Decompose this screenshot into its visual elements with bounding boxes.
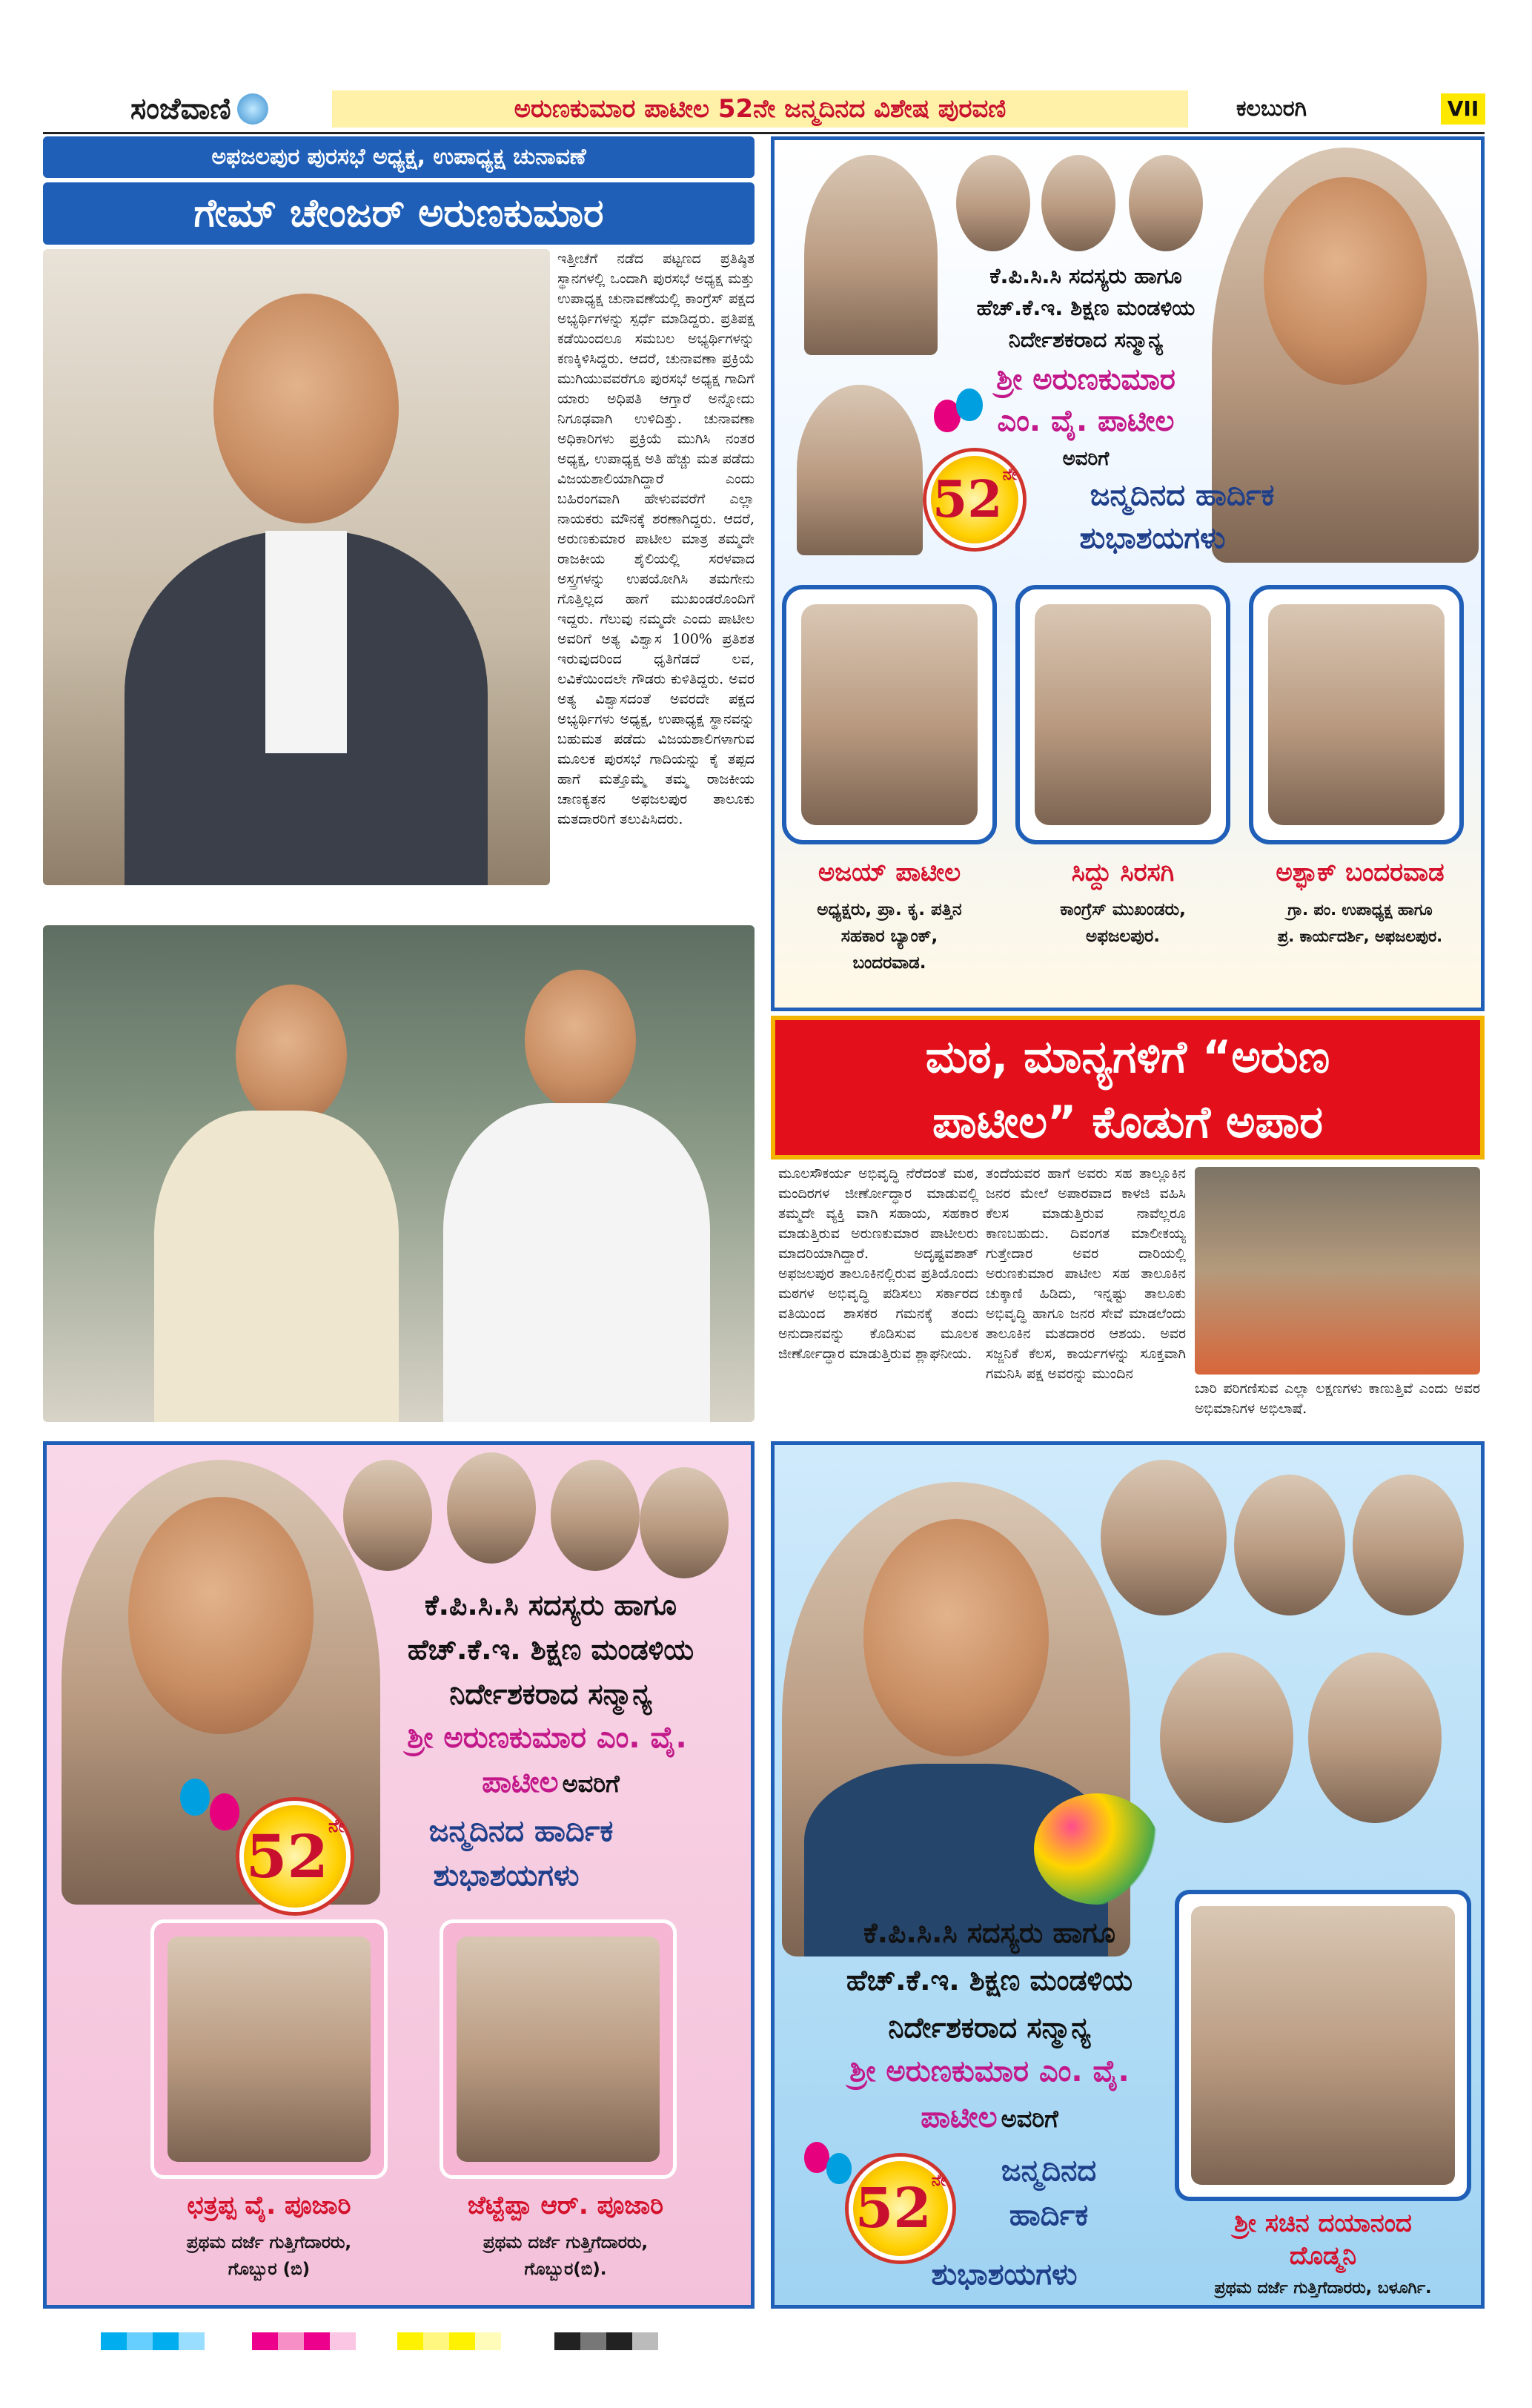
lead-kicker: ಅಫಜಲಪುರ ಪುರಸಭೆ ಅಧ್ಯಕ್ಷ, ಉಪಾಧ್ಯಕ್ಷ ಚುನಾವಣೆ xyxy=(43,136,755,178)
badge-number: 52 xyxy=(245,1822,329,1891)
ad-bl-leader-photo xyxy=(551,1460,640,1571)
ad-br-line1: ಕೆ.ಪಿ.ಸಿ.ಸಿ ಸದಸ್ಯರು ಹಾಗೂ xyxy=(863,1916,1115,1949)
ad-top-leader-photo-5 xyxy=(797,385,923,555)
ad-bl-line2: ಹೆಚ್.ಕೆ.ಇ. ಶಿಕ್ಷಣ ಮಂಡಳಿಯ xyxy=(407,1633,694,1666)
second-story-photo xyxy=(1195,1167,1480,1375)
wisher-photo-frame xyxy=(440,1919,677,2179)
balloon-icon xyxy=(956,388,983,421)
wisher-name: ಸಿದ್ದು ಸಿರಸಗಿ xyxy=(1071,858,1175,887)
second-story-col2: ತಂದೆಯವರ ಹಾಗೆ ಅವರು ಸಹ ತಾಲ್ಲೂಕಿನ ಜನರ ಮೇಲೆ ಅಪಾರವಾದ ಕಾಳಜಿ ವಹಿಸಿ ಕೆಲಸ ಮಾಡುತ್ತಿರುವ ನಾವೆಲ್ಲರೂ ಕಾಣಬಹುದು. ದಿವಂಗತ ಮಾಲೀಕಯ್ಯ ಗುತ್ತೇದಾರ ಅವರ ದಾರಿಯಲ್ಲಿ ಅರುಣಕುಮಾರ ಪಾಟೀಲ ಸಹ ತಾಲೂಕಿನ ಚುಕ್ಕಾಣಿ ಹಿಡಿದು, ಇನ್ನಷ್ಟು ತಾಲೂಕು ಅಭಿವೃದ್ಧಿ ಹಾಗೂ ಜನರ ಸೇವೆ ಮಾಡಲೆಂದು ತಾಲೂಕಿನ ಮತದಾರರ ಆಶಯ. ಅವರ ಸಜ್ಜನಿಕೆ ಕೆಲಸ, ಕಾರ್ಯಗಳನ್ನು ಸೂಕ್ತವಾಗಿ ಗಮನಿಸಿ ಪಕ್ಷ ಅವರನ್ನು ಮುಂದಿನ xyxy=(986,1165,1186,1382)
ad-br-line3: ನಿರ್ದೇಶಕರಾದ ಸನ್ಮಾನ್ಯ xyxy=(888,2011,1091,2044)
wisher-name: ಅಶ್ಫಾಕ್ ಬಂದರವಾಡ xyxy=(1276,858,1445,887)
ad-br-line5a: ಜನ್ಮದಿನದ xyxy=(1001,2154,1097,2188)
ad-br-line6: ಶುಭಾಶಯಗಳು xyxy=(931,2258,1078,2292)
ad-br-name1: ಶ್ರೀ ಅರುಣಕುಮಾರ ಎಂ. ವೈ. xyxy=(849,2054,1130,2088)
wisher-name: ಅಜಯ್ ಪಾಟೀಲ xyxy=(818,858,961,887)
balloon-icon xyxy=(180,1779,210,1816)
ad-br-birthday-face xyxy=(863,1519,1049,1756)
wisher-name: ಛತ್ರಪ್ಪ ವೈ. ಪೂಜಾರಿ xyxy=(187,2191,351,2220)
balloon-icon xyxy=(210,1793,239,1830)
lead-photo-face xyxy=(213,294,399,523)
logo-text: ಸಂಜೆವಾಣಿ xyxy=(130,92,231,126)
ad-top-line3: ನಿರ್ದೇಶಕರಾದ ಸನ್ಮಾನ್ಯ xyxy=(1008,327,1164,352)
badge-suffix: ನೇ xyxy=(1002,465,1018,484)
wisher-photo xyxy=(1191,1906,1455,2185)
ad-bl-line5: ಜನ್ಮದಿನದ ಹಾರ್ದಿಕ xyxy=(428,1814,614,1848)
ad-br-leader-photo xyxy=(1308,1653,1442,1823)
balloon-icon xyxy=(826,2153,852,2184)
wisher-role-line: ಬಂದರವಾಡ. xyxy=(852,953,926,973)
wisher-role-line: ಗೊಬ್ಬುರ (ಬಿ) xyxy=(228,2260,311,2279)
flower-bouquet-icon xyxy=(1034,1793,1160,1905)
ad-top-line6: ಶುಭಾಶಯಗಳು xyxy=(1079,521,1226,555)
ad-top-line2: ಹೆಚ್.ಕೆ.ಇ. ಶಿಕ್ಷಣ ಮಂಡಳಿಯ xyxy=(976,295,1196,320)
wisher-role-line: ಅಫಜಲಪುರ. xyxy=(1086,927,1160,946)
second-story-headline-line1: ಮಠ, ಮಾನ್ಯಗಳಿಗೆ “ಅರುಣ xyxy=(925,1031,1330,1083)
ad-top-leader-photo-2 xyxy=(956,155,1030,251)
badge-suffix: ನೇ xyxy=(328,1815,345,1836)
second-story-headline-line2: ಪಾಟೀಲ” ಕೊಡುಗೆ ಅಪಾರ xyxy=(932,1096,1323,1148)
handshake-person-right-face xyxy=(525,970,636,1111)
color-register-bar-magenta xyxy=(252,2332,356,2350)
page-number: VII xyxy=(1441,93,1485,125)
logo-emblem-icon xyxy=(237,93,268,125)
ad-top-leader-photo-1 xyxy=(804,155,938,355)
ad-bl-leader-photo xyxy=(640,1467,729,1578)
badge-number: 52 xyxy=(855,2177,932,2240)
wisher-name: ಶ್ರೀ ಸಚಿನ ದಯಾನಂದ xyxy=(1234,2209,1412,2238)
ad-top-line1: ಕೆ.ಪಿ.ಸಿ.ಸಿ ಸದಸ್ಯರು ಹಾಗೂ xyxy=(989,263,1182,288)
wisher-role-line: ಗ್ರಾ. ಪಂ. ಉಪಾಧ್ಯಕ್ಷ ಹಾಗೂ xyxy=(1287,901,1433,919)
ad-bottom-right xyxy=(771,1441,1485,2309)
ad-br-name2-row xyxy=(849,2100,1130,2143)
lead-body-text: ಇತ್ತೀಚೆಗೆ ನಡೆದ ಪಟ್ಟಣದ ಪ್ರತಿಷ್ಠಿತ ಸ್ಥಾನಗಳಲ್ಲಿ ಒಂದಾಗಿ ಪುರಸಭೆ ಅಧ್ಯಕ್ಷ ಮತ್ತು ಉಪಾಧ್ಯಕ್ಷ ಚುನಾವಣೆಯಲ್ಲಿ ಕಾಂಗ್ರೆಸ್ ಪಕ್ಷದ ಅಭ್ಯರ್ಥಿಗಳನ್ನು ಸ್ಪರ್ಧೆ ಮಾಡಿದ್ದರು. ಪ್ರತಿಪಕ್ಷ ಕಡೆಯಿಂದಲೂ ಸಮಬಲ ಅಭ್ಯರ್ಥಿಗಳನ್ನು ಕಣಕ್ಕಿಳಿಸಿದ್ದರು. ಆದರೆ, ಚುನಾವಣಾ ಪ್ರಕ್ರಿಯೆ ಮುಗಿಯುವವರೆಗೂ ಪುರಸಭೆ ಅಧ್ಯಕ್ಷ ಗಾದಿಗೆ ಯಾರು ಅಧಿಪತಿ ಆಗ್ತಾರೆ ಅನ್ನೋದು ನಿಗೂಢವಾಗಿ ಉಳಿದಿತ್ತು. ಚುನಾವಣಾ ಅಧಿಕಾರಿಗಳು ಪ್ರಕ್ರಿಯೆ ಮುಗಿಸಿ ನಂತರ ಅಧ್ಯಕ್ಷ, ಉಪಾಧ್ಯಕ್ಷ ಅತಿ ಹೆಚ್ಚು ಮತ ಪಡೆದು ವಿಜಯಶಾಲಿಯಾಗಿದ್ದಾರೆ ಎಂದು ಬಹಿರಂಗವಾಗಿ ಹೇಳುವವರೆಗೆ ಎಲ್ಲಾ ನಾಯಕರು ಮೌನಕ್ಕೆ ಶರಣಾಗಿದ್ದರು. ಆದರೆ, ಅರುಣಕುಮಾರ ಪಾಟೀಲ ಮಾತ್ರ ತಮ್ಮದೇ ರಾಜಕೀಯ ಶೈಲಿಯಲ್ಲಿ ಸರಳವಾದ ಅಸ್ತ್ರಗಳನ್ನು ಉಪಯೋಗಿಸಿ ತಮಗೇನು ಗೊತ್ತಿಲ್ಲದ ಹಾಗೆ ಮುಖಂಡರೊಂದಿಗೆ ಇದ್ದರು. ಗೆಲುವು ನಮ್ಮದೇ ಎಂದು ಪಾಟೀಲ ಅವರಿಗೆ ಅತ್ಯ ವಿಶ್ವಾಸ 100% ಪ್ರತಿಶತ ಇರುವುದರಿಂದ ಧೃತಿಗೆಡದೆ ಲವ, ಲವಿಕೆಯಿಂದಲೇ ಗೌಡರು ಕುಳಿತಿದ್ದರು. ಅವರ ಅತ್ಯ ವಿಶ್ವಾಸದಂತೆ ಅವರದೇ ಪಕ್ಷದ ಅಭ್ಯರ್ಥಿಗಳು ಅಧ್ಯಕ್ಷ, ಉಪಾಧ್ಯಕ್ಷ ಸ್ಥಾನವನ್ನು ಬಹುಮತ ಪಡೆದು ವಿಜಯಶಾಲಿಗಳಾಗುವ ಮೂಲಕ ಪುರಸಭೆ ಗಾದಿಯನ್ನು ಕೈ ತಪ್ಪದ ಹಾಗೆ ಮತ್ತೊಮ್ಮೆ ತಮ್ಮ ರಾಜಕೀಯ ಚಾಣಕ್ಯತನ ಅಫಜಲಪುರ ತಾಲೂಕು ಮತದಾರರಿಗೆ ತಲುಪಿಸಿದರು. xyxy=(557,251,755,827)
ad-bl-birthday-face xyxy=(128,1497,314,1734)
wisher-role-line: ಪ್ರಥಮ ದರ್ಜೆ ಗುತ್ತಿಗೆದಾರರು, xyxy=(483,2233,649,2252)
wisher-photo-frame xyxy=(1249,585,1464,844)
lead-photo-shirt xyxy=(265,531,347,753)
ad-bottom-left xyxy=(43,1441,755,2309)
wisher-photo-frame xyxy=(782,585,997,844)
wisher-photo-frame xyxy=(150,1919,388,2179)
ad-bl-name1: ಶ್ರೀ ಅರುಣಕುಮಾರ ಎಂ. ವೈ. xyxy=(407,1721,687,1755)
wisher-role-line: ಪ್ರಥಮ ದರ್ಜೆ ಗುತ್ತಿಗೆದಾರರು, xyxy=(186,2233,352,2252)
ad-bl-leader-photo xyxy=(447,1452,536,1564)
ad-br-leader-photo xyxy=(1101,1460,1227,1615)
city-name: ಕಲಬುರಗಿ xyxy=(1236,96,1307,122)
ad-top-leader-photo-3 xyxy=(1041,155,1115,251)
ad-br-leader-photo xyxy=(1234,1475,1345,1615)
badge-suffix: ನೇ xyxy=(931,2171,946,2190)
wisher-role-line: ಸಹಕಾರ ಬ್ಯಾಂಕ್, xyxy=(840,927,938,946)
masthead xyxy=(43,87,1485,130)
wisher-role-line: ಗೊಬ್ಬುರ(ಬಿ). xyxy=(524,2260,607,2279)
ad-bl-leader-photo xyxy=(343,1460,432,1571)
ad-top-line4: ಅವರಿಗೆ xyxy=(1062,448,1110,470)
badge-number: 52 xyxy=(932,470,1003,529)
ad-br-52-badge xyxy=(849,2157,952,2260)
ad-bl-line1: ಕೆ.ಪಿ.ಸಿ.ಸಿ ಸದಸ್ಯರು ಹಾಗೂ xyxy=(425,1589,677,1621)
masthead-rule xyxy=(43,132,1485,134)
ad-br-name2-suffix: ಅವರಿಗೆ xyxy=(1001,2105,1058,2133)
ad-br-leader-photo xyxy=(1353,1475,1464,1615)
ad-top-leader-photo-4 xyxy=(1129,155,1203,251)
second-story-col3: ಬಾರಿ ಪರಿಗಣಿಸುವ ಎಲ್ಲಾ ಲಕ್ಷಣಗಳು ಕಾಣುತ್ತಿವೆ ಎಂದು ಅವರ ಅಭಿಮಾನಿಗಳ ಅಭಿಲಾಷೆ. xyxy=(1195,1380,1480,1417)
ad-bl-name2-row xyxy=(417,1765,684,1807)
ad-br-line5b: ಹಾರ್ದಿಕ xyxy=(1009,2198,1089,2232)
handshake-person-right-shirt xyxy=(443,1103,710,1422)
ad-bl-line6: ಶುಭಾಶಯಗಳು xyxy=(433,1859,580,1893)
wisher-photo-frame xyxy=(1175,1890,1471,2201)
ad-br-name2: ಪಾಟೀಲ xyxy=(921,2100,998,2134)
second-story-headline-box xyxy=(771,1016,1485,1160)
wisher-photo xyxy=(457,1936,660,2162)
ad-top-right xyxy=(771,136,1485,1011)
lead-headline: ಗೇಮ್ ಚೇಂಜರ್ ಅರುಣಕುಮಾರ xyxy=(43,182,755,245)
balloon-icon xyxy=(804,2142,829,2173)
wisher-photo xyxy=(801,604,978,825)
wisher-photo xyxy=(1268,604,1445,825)
ad-top-line5: ಜನ್ಮದಿನದ ಹಾರ್ದಿಕ xyxy=(1090,478,1275,512)
ad-top-name2: ಎಂ. ವೈ. ಪಾಟೀಲ xyxy=(997,404,1175,438)
wisher-photo xyxy=(168,1936,371,2162)
wisher-role-line: ಪ್ರ. ಕಾರ್ಯದರ್ಶಿ, ಅಫಜಲಪುರ. xyxy=(1277,927,1443,945)
wisher-photo-frame xyxy=(1015,585,1230,844)
color-register-bar-cyan xyxy=(101,2332,205,2350)
handshake-person-left-shirt xyxy=(154,1111,399,1422)
color-register-bar-yellow xyxy=(397,2332,501,2350)
wisher-role-line: ಪ್ರಥಮ ದರ್ಜೆ ಗುತ್ತಿಗೆದಾರರು, ಬಳೂರ್ಗಿ. xyxy=(1214,2279,1432,2298)
color-register-bar-black xyxy=(554,2332,658,2350)
wisher-role-line: ಕಾಂಗ್ರೆಸ್ ಮುಖಂಡರು, xyxy=(1060,900,1186,919)
ad-bl-name2-suffix: ಅವರಿಗೆ xyxy=(562,1770,620,1798)
ad-top-birthday-face xyxy=(1264,177,1427,385)
handshake-person-left-face xyxy=(236,985,347,1125)
ad-top-52-badge xyxy=(926,452,1023,548)
ad-br-leader-photo xyxy=(1160,1653,1293,1823)
handshake-photo xyxy=(43,925,755,1422)
ad-bl-line3: ನಿರ್ದೇಶಕರಾದ ಸನ್ಮಾನ್ಯ xyxy=(449,1678,652,1710)
second-story-col1: ಮೂಲಸೌಕರ್ಯ ಅಭಿವೃದ್ಧಿ ನೆರೆದಂತೆ ಮಠ, ಮಂದಿರಗಳ ಜೀರ್ಣೋದ್ಧಾರ ಮಾಡುವಲ್ಲಿ ತಮ್ಮದೇ ವ್ಯಕ್ತಿ ವಾಗಿ ಸಹಾಯ, ಸಹಕಾರ ಮಾಡುತ್ತಿರುವ ಅರುಣಕುಮಾರ ಪಾಟೀಲರು ಮಾದರಿಯಾಗಿದ್ದಾರೆ. ಅದೃಷ್ಟವಶಾತ್ ಅಫಜಲಪುರ ತಾಲೂಕಿನಲ್ಲಿರುವ ಪ್ರತಿಯೊಂದು ಮಠಗಳ ಅಭಿವೃದ್ಧಿ ಪಡಿಸಲು ಸರ್ಕಾರದ ವತಿಯಿಂದ ಶಾಸಕರ ಗಮನಕ್ಕೆ ತಂದು ಅನುದಾನವನ್ನು ಕೊಡಿಸುವ ಮೂಲಕ ಜೀರ್ಣೋದ್ಧಾರ ಮಾಡುತ್ತಿರುವ ಶ್ಲಾಘನೀಯ. xyxy=(778,1165,978,1362)
wisher-name: ಜೆಟ್ಟೆಪ್ಪಾ ಆರ್. ಪೂಜಾರಿ xyxy=(467,2191,664,2220)
wisher-photo xyxy=(1035,604,1211,825)
wisher-role-line: ಅಧ್ಯಕ್ಷರು, ಪ್ರಾ. ಕೃ. ಪತ್ತಿನ xyxy=(817,900,962,919)
ad-br-line2: ಹೆಚ್.ಕೆ.ಇ. ಶಿಕ್ಷಣ ಮಂಡಳಿಯ xyxy=(846,1964,1133,1997)
ad-bl-name2: ಪಾಟೀಲ xyxy=(482,1765,559,1799)
lead-photo xyxy=(43,249,550,885)
wisher-name: ದೊಡ್ಮನಿ xyxy=(1289,2241,1357,2271)
ad-bl-52-badge xyxy=(239,1801,351,1912)
ad-top-name1: ಶ್ರೀ ಅರುಣಕುಮಾರ xyxy=(996,363,1175,397)
special-supplement-title: ಅರುಣಕುಮಾರ ಪಾಟೀಲ 52ನೇ ಜನ್ಮದಿನದ ವಿಶೇಷ ಪುರವಣಿ xyxy=(332,90,1188,128)
